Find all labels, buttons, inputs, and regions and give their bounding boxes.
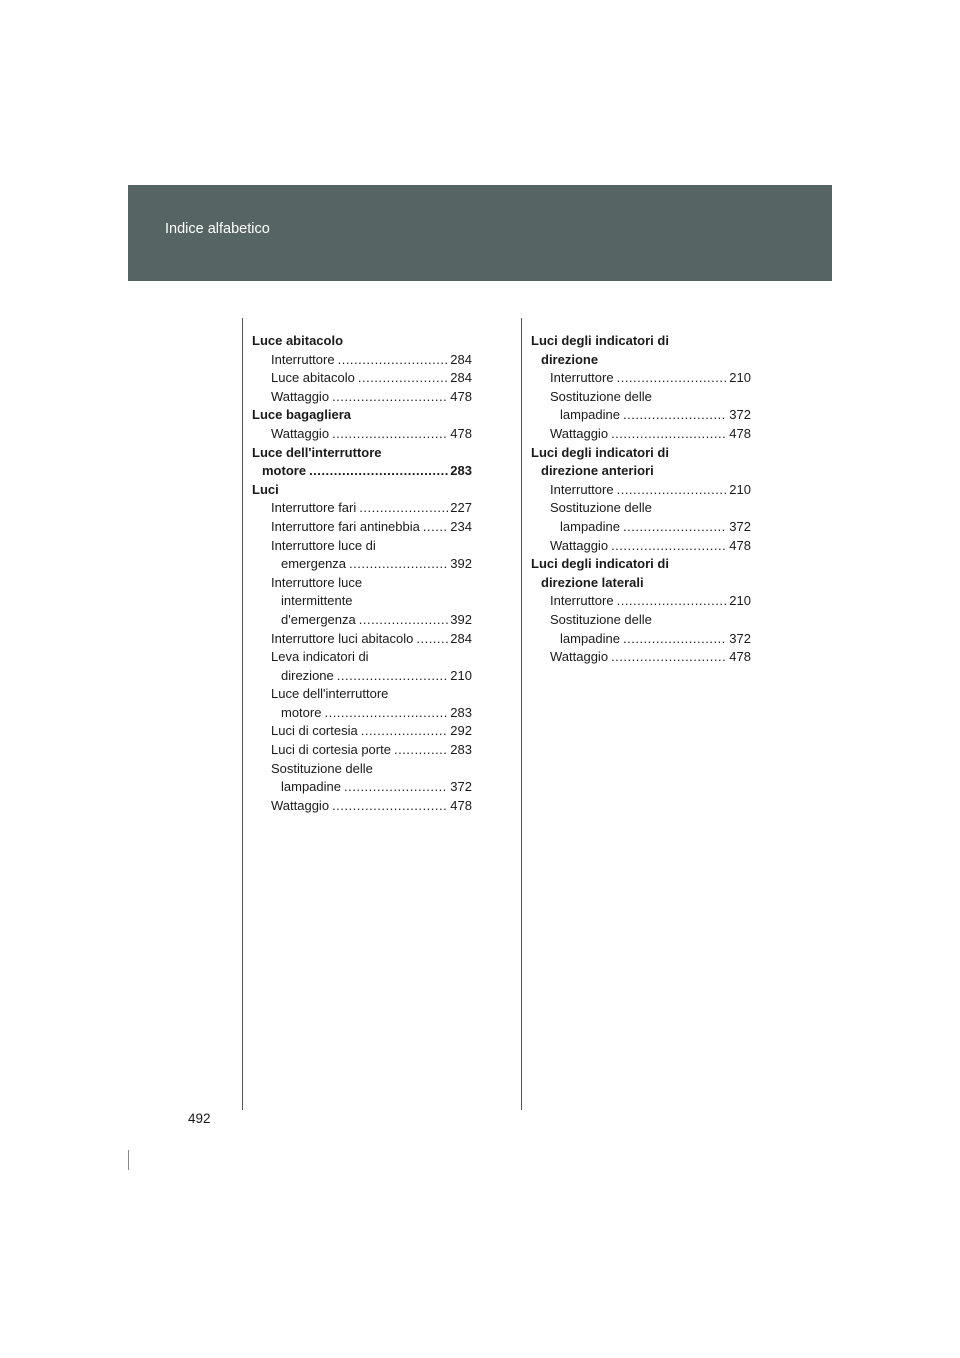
index-entry-label: Interruttore (550, 481, 614, 497)
dot-leader (623, 630, 727, 649)
index-entry-page: 283 (450, 742, 472, 758)
dot-leader (361, 722, 449, 741)
index-entry-label: Interruttore (271, 351, 335, 367)
index-entry (252, 518, 472, 537)
index-entry-label: lampadine (560, 407, 620, 423)
index-entry-page: 372 (450, 779, 472, 795)
index-entry-page: 478 (729, 537, 751, 553)
index-entry (252, 722, 472, 741)
dot-leader (617, 369, 728, 388)
index-entry-label: Interruttore luce di (271, 537, 376, 553)
index-entry-label: lampadine (560, 630, 620, 646)
index-entry-label: Luce dell'interruttore (271, 686, 389, 702)
index-entry-label: Luce abitacolo (271, 370, 355, 386)
dot-leader (423, 518, 448, 537)
index-entry-label: Luci (252, 481, 279, 497)
index-entry-label: Wattaggio (271, 425, 330, 441)
index-entry-page: 478 (450, 797, 472, 813)
index-entry (252, 630, 472, 649)
index-entry-label: Luci di cortesia (271, 723, 358, 739)
index-entry-page: 478 (450, 425, 472, 441)
index-entry (252, 778, 472, 797)
column-rule-left (242, 318, 243, 1110)
section-header (128, 185, 832, 281)
dot-leader (332, 797, 448, 816)
column-rule-middle (521, 318, 522, 1110)
index-entry-label: Sostituzione delle (550, 611, 652, 627)
index-entry (531, 518, 751, 537)
index-entry-label: Sostituzione delle (271, 760, 373, 776)
index-entry-page: 392 (450, 556, 472, 572)
index-entry-label: Luci degli indicatori di (531, 556, 669, 572)
index-entry-label: Wattaggio (271, 797, 330, 813)
dot-leader (344, 778, 448, 797)
index-entry-label: Interruttore fari antinebbia (271, 518, 420, 534)
index-entry-label: lampadine (560, 518, 620, 534)
index-entry-page: 478 (729, 425, 751, 441)
index-entry-page: 283 (450, 704, 472, 720)
dot-leader (617, 592, 728, 611)
dot-leader (416, 630, 448, 649)
dot-leader (394, 741, 448, 760)
dot-leader (611, 537, 727, 556)
index-entry-page: 234 (450, 518, 472, 534)
index-entry-label: Leva indicatori di (271, 649, 369, 665)
index-entry-page: 210 (729, 481, 751, 497)
index-entry (531, 425, 751, 444)
index-entry (252, 555, 472, 574)
index-entry-label: Sostituzione delle (550, 500, 652, 516)
index-entry (252, 667, 472, 686)
dot-leader (611, 648, 727, 667)
index-entry (252, 741, 472, 760)
dot-leader (324, 704, 448, 723)
index-entry-page: 392 (450, 611, 472, 627)
index-entry-label: direzione anteriori (541, 463, 654, 479)
index-entry-label: direzione (281, 667, 334, 683)
dot-leader (617, 481, 728, 500)
index-entry-page: 284 (450, 370, 472, 386)
dot-leader (623, 406, 727, 425)
index-entry (252, 611, 472, 630)
index-entry-label: Interruttore fari (271, 500, 357, 516)
page-number: 492 (188, 1111, 211, 1126)
index-entry-page: 283 (450, 463, 472, 479)
dot-leader (332, 388, 448, 407)
index-entry-label: Interruttore luci abitacolo (271, 630, 414, 646)
index-entry-label: Interruttore (550, 593, 614, 609)
index-entry (531, 592, 751, 611)
index-entry-label: Luci degli indicatori di (531, 444, 669, 460)
index-entry-label: lampadine (281, 779, 341, 795)
index-entry-page: 284 (450, 630, 472, 646)
index-entry-label: Interruttore (550, 370, 614, 386)
dot-leader (611, 425, 727, 444)
index-entry (252, 499, 472, 518)
index-entry (531, 630, 751, 649)
trim-mark (128, 1150, 129, 1170)
index-entry-label: Luce bagagliera (252, 407, 351, 423)
section-title: Indice alfabetico (165, 221, 270, 237)
index-entry-label: Wattaggio (550, 537, 609, 553)
index-entry-label: Wattaggio (550, 649, 609, 665)
dot-leader (358, 369, 448, 388)
index-column-right (531, 332, 751, 667)
index-entry-page: 478 (450, 388, 472, 404)
index-entry-label: Wattaggio (550, 425, 609, 441)
index-entry-page: 210 (450, 667, 472, 683)
dot-leader (349, 555, 448, 574)
index-entry-label: Interruttore luce (271, 574, 363, 590)
index-entry (252, 369, 472, 388)
index-entry-label: Luce dell'interruttore (252, 444, 382, 460)
index-entry-label: d'emergenza (281, 611, 356, 627)
index-entry-label: Sostituzione delle (550, 388, 652, 404)
index-entry-page: 372 (729, 630, 751, 646)
dot-leader (359, 611, 449, 630)
index-entry (531, 369, 751, 388)
index-entry-label: motore (281, 704, 322, 720)
index-entry-page: 372 (729, 407, 751, 423)
index-entry-label: emergenza (281, 556, 347, 572)
index-entry-page: 372 (729, 518, 751, 534)
index-entry-page: 227 (450, 500, 472, 516)
index-entry (531, 648, 751, 667)
index-entry-page: 210 (729, 370, 751, 386)
index-entry (252, 704, 472, 723)
index-entry-label: direzione laterali (541, 574, 644, 590)
index-entry-page: 478 (729, 649, 751, 665)
index-entry-label: motore (262, 463, 307, 479)
index-entry (252, 388, 472, 407)
index-entry (252, 462, 472, 481)
index-entry-label: direzione (541, 351, 599, 367)
index-entry (252, 797, 472, 816)
index-entry-label: Luci degli indicatori di (531, 333, 669, 348)
index-entry-page: 292 (450, 723, 472, 739)
index-entry-label: intermittente (281, 593, 353, 609)
dot-leader (338, 351, 449, 370)
dot-leader (359, 499, 448, 518)
index-entry (531, 481, 751, 500)
index-entry-label: Wattaggio (271, 388, 330, 404)
dot-leader (337, 667, 449, 686)
dot-leader (623, 518, 727, 537)
dot-leader (309, 462, 448, 481)
index-entry (531, 406, 751, 425)
index-entry (252, 425, 472, 444)
index-entry (252, 351, 472, 370)
index-entry-label: Luce abitacolo (252, 333, 344, 348)
index-column-left (252, 332, 472, 815)
index-entry-label: Luci di cortesia porte (271, 742, 391, 758)
index-entry (531, 537, 751, 556)
index-entry-page: 284 (450, 351, 472, 367)
dot-leader (332, 425, 448, 444)
index-entry-page: 210 (729, 593, 751, 609)
